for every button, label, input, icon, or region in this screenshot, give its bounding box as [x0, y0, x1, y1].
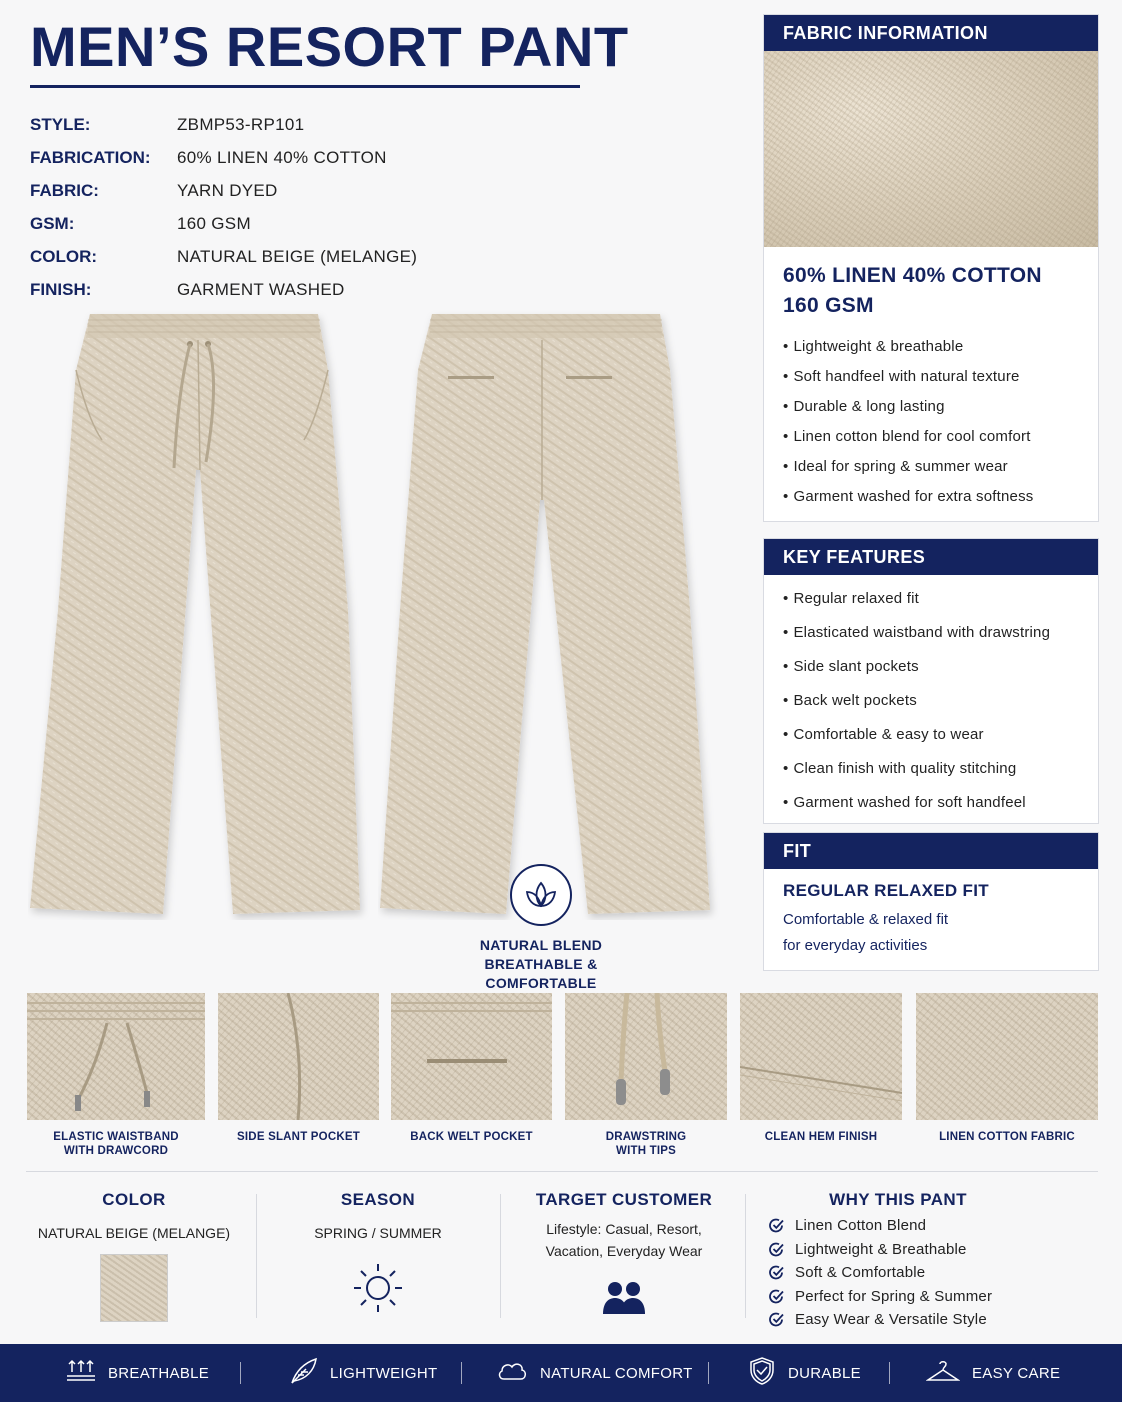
caption-line-1: CLEAN HEM FINISH — [764, 1131, 878, 1143]
footer-label: LIGHTWEIGHT — [330, 1364, 438, 1382]
fabric-title-line-2: 160 GSM — [783, 294, 874, 317]
cloud-icon — [496, 1359, 540, 1387]
fabric-title-line-1: 60% LINEN 40% COTTON — [783, 264, 1042, 287]
spec-key: STYLE: — [30, 114, 91, 134]
detail-caption — [565, 1130, 727, 1158]
badge-line-2: BREATHABLE & COMFORTABLE — [484, 956, 598, 991]
key-features-heading: KEY FEATURES — [764, 539, 1098, 575]
color-heading: COLOR — [102, 1190, 166, 1209]
season-heading: SEASON — [340, 1190, 416, 1209]
list-item: • Ideal for spring & summer wear — [783, 451, 1079, 481]
list-item: • Linen cotton blend for cool comfort — [783, 421, 1079, 451]
pant-back-image — [378, 310, 720, 920]
page-title: MEN’S RESORT PANT — [30, 15, 629, 78]
list-item: • Regular relaxed fit — [783, 581, 1079, 615]
spec-row-fabric — [30, 174, 550, 207]
footer-label: BREATHABLE — [108, 1364, 210, 1382]
target-customer-info — [512, 1190, 736, 1321]
target-heading: TARGET CUSTOMER — [535, 1190, 713, 1209]
caption-line-1: ELASTIC WAISTBAND — [53, 1131, 179, 1143]
list-item: • Comfortable & easy to wear — [783, 717, 1079, 751]
spec-value: 60% LINEN 40% COTTON — [177, 147, 387, 167]
list-item — [768, 1238, 1028, 1262]
why-list — [768, 1214, 1028, 1332]
list-item: • Clean finish with quality stitching — [783, 751, 1079, 785]
detail-caption — [218, 1130, 379, 1144]
target-description — [512, 1218, 736, 1262]
list-item: • Side slant pockets — [783, 649, 1079, 683]
list-item: • Elasticated waistband with drawstring — [783, 615, 1079, 649]
check-icon — [768, 1241, 785, 1258]
spec-key: COLOR: — [30, 246, 98, 266]
spec-row-color — [30, 240, 550, 273]
natural-blend-badge — [430, 864, 652, 993]
list-item: • Back welt pockets — [783, 683, 1079, 717]
pant-front-image — [28, 310, 378, 920]
why-item-label: Easy Wear & Versatile Style — [795, 1311, 987, 1329]
title-underline — [30, 85, 580, 88]
caption-line-2: WITH TIPS — [616, 1145, 676, 1157]
footer-divider — [708, 1362, 709, 1384]
fabric-bullets — [764, 321, 1098, 521]
fabric-info-heading: FABRIC INFORMATION — [764, 15, 1098, 51]
season-info — [268, 1190, 488, 1319]
detail-hem — [740, 993, 902, 1144]
spec-value: ZBMP53-RP101 — [177, 114, 305, 134]
detail-caption — [740, 1130, 902, 1144]
why-item-label: Soft & Comfortable — [795, 1264, 926, 1282]
footer-item-natural-comfort — [496, 1344, 693, 1402]
footer-item-lightweight — [288, 1344, 437, 1402]
detail-drawstring-image — [565, 993, 727, 1120]
fabric-info-panel — [763, 14, 1099, 522]
color-value: NATURAL BEIGE (MELANGE) — [37, 1225, 231, 1241]
list-item — [768, 1308, 1028, 1332]
column-divider — [500, 1194, 501, 1318]
section-divider — [26, 1171, 1098, 1172]
fit-desc-line-2: for everyday activities — [783, 937, 928, 954]
check-icon — [768, 1264, 785, 1281]
target-line-2: Vacation, Everyday Wear — [545, 1243, 703, 1259]
detail-caption — [391, 1130, 552, 1144]
why-heading: WHY THIS PANT — [829, 1190, 967, 1209]
spec-row-style — [30, 108, 550, 141]
detail-side-pocket — [218, 993, 379, 1144]
list-item — [768, 1285, 1028, 1309]
footer-divider — [889, 1362, 890, 1384]
caption-line-2: WITH DRAWCORD — [63, 1145, 169, 1157]
detail-waistband-image — [27, 993, 205, 1120]
why-this-pant-info — [768, 1190, 1028, 1332]
detail-waistband — [27, 993, 205, 1158]
detail-side-pocket-image — [218, 993, 379, 1120]
feature-footer-bar — [0, 1344, 1122, 1402]
spec-key: FABRIC: — [30, 180, 99, 200]
season-value: SPRING / SUMMER — [314, 1225, 442, 1241]
why-item-label: Lightweight & Breathable — [795, 1240, 967, 1258]
list-item: • Garment washed for soft handfeel — [783, 785, 1079, 819]
spec-row-finish — [30, 273, 550, 306]
detail-caption — [27, 1130, 205, 1158]
check-icon — [768, 1217, 785, 1234]
spec-value: NATURAL BEIGE (MELANGE) — [177, 246, 418, 266]
sun-icon — [268, 1262, 488, 1319]
column-divider — [256, 1194, 257, 1318]
people-icon — [512, 1280, 736, 1321]
fit-title: REGULAR RELAXED FIT — [783, 881, 989, 900]
fit-description — [764, 901, 1098, 959]
footer-label: NATURAL COMFORT — [540, 1364, 693, 1382]
caption-line-1: SIDE SLANT POCKET — [237, 1131, 360, 1143]
color-swatch — [100, 1254, 168, 1322]
check-icon — [768, 1288, 785, 1305]
footer-item-easy-care — [926, 1344, 1060, 1402]
detail-fabric-image — [916, 993, 1098, 1120]
key-features-list — [764, 575, 1098, 829]
fabric-composition — [764, 247, 1098, 321]
badge-line-1: NATURAL BLEND — [479, 937, 603, 953]
detail-fabric — [916, 993, 1098, 1144]
footer-divider — [240, 1362, 241, 1384]
column-divider — [745, 1194, 746, 1318]
spec-row-fabrication — [30, 141, 550, 174]
color-info — [26, 1190, 242, 1322]
footer-item-breathable — [66, 1344, 209, 1402]
check-icon — [768, 1311, 785, 1328]
target-line-1: Lifestyle: Casual, Resort, — [546, 1221, 702, 1237]
list-item — [768, 1261, 1028, 1285]
caption-line-1: LINEN COTTON FABRIC — [939, 1131, 1075, 1143]
why-item-label: Linen Cotton Blend — [795, 1217, 927, 1235]
spec-table — [30, 108, 550, 306]
footer-item-durable — [748, 1344, 861, 1402]
list-item — [768, 1214, 1028, 1238]
list-item: • Lightweight & breathable — [783, 331, 1079, 361]
why-item-label: Perfect for Spring & Summer — [795, 1287, 993, 1305]
spec-value: YARN DYED — [177, 180, 278, 200]
footer-label: DURABLE — [788, 1364, 861, 1382]
footer-label: EASY CARE — [972, 1364, 1061, 1382]
detail-drawstring — [565, 993, 727, 1158]
spec-key: FABRICATION: — [30, 147, 151, 167]
detail-hem-image — [740, 993, 902, 1120]
key-features-panel — [763, 538, 1099, 824]
breathable-arrows-icon — [66, 1358, 108, 1388]
footer-divider — [461, 1362, 462, 1384]
leaf-icon — [510, 864, 572, 926]
caption-line-1: DRAWSTRING — [605, 1131, 687, 1143]
detail-back-pocket — [391, 993, 552, 1144]
fabric-texture-image — [764, 51, 1098, 247]
spec-key: FINISH: — [30, 279, 92, 299]
shield-check-icon — [748, 1356, 788, 1390]
fit-desc-line-1: Comfortable & relaxed fit — [783, 911, 949, 928]
list-item: • Soft handfeel with natural texture — [783, 361, 1079, 391]
spec-row-gsm — [30, 207, 550, 240]
hanger-icon — [926, 1358, 972, 1388]
spec-key: GSM: — [30, 213, 75, 233]
spec-value: GARMENT WASHED — [177, 279, 345, 299]
fit-panel — [763, 832, 1099, 971]
list-item: • Durable & long lasting — [783, 391, 1079, 421]
list-item: • Garment washed for extra softness — [783, 481, 1079, 511]
caption-line-1: BACK WELT POCKET — [410, 1131, 533, 1143]
fit-heading: FIT — [764, 833, 1098, 869]
spec-value: 160 GSM — [177, 213, 251, 233]
detail-back-pocket-image — [391, 993, 552, 1120]
detail-caption — [916, 1130, 1098, 1144]
feather-icon — [288, 1357, 330, 1389]
